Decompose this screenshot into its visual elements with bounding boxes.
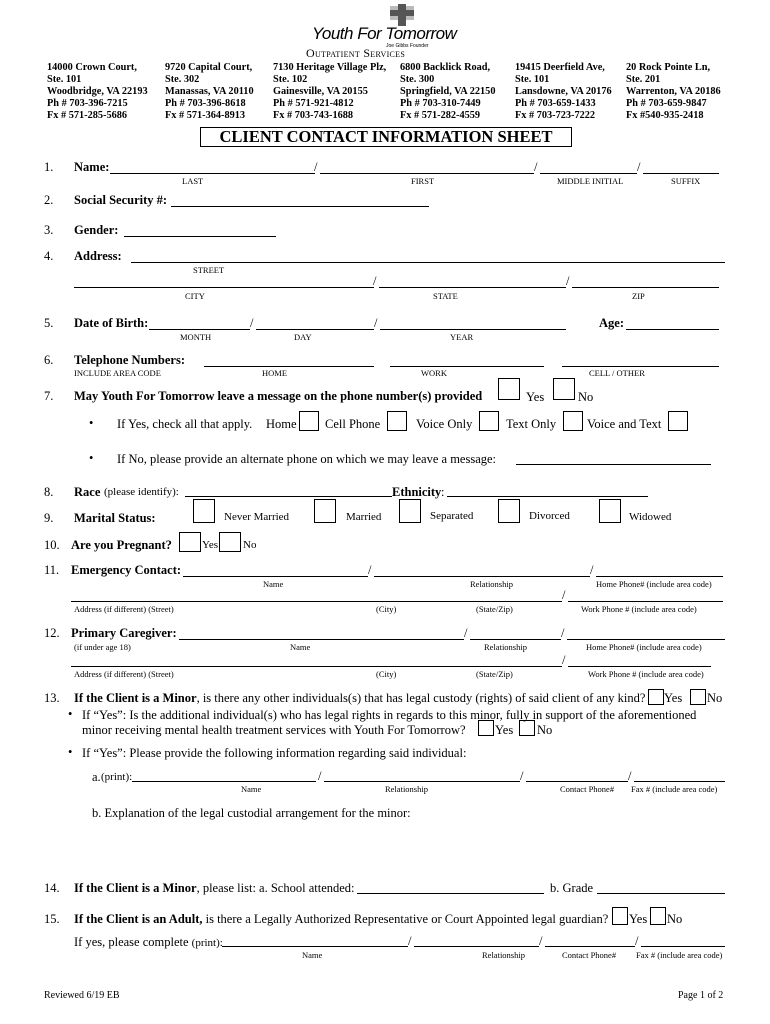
dob-label: Date of Birth:	[74, 316, 149, 330]
office-manassas	[165, 62, 254, 122]
bullet: •	[89, 416, 94, 430]
caregiver-work-phone-field[interactable]	[568, 666, 711, 667]
grade-field[interactable]	[597, 893, 725, 894]
school-field[interactable]	[357, 893, 544, 894]
age-field[interactable]	[626, 329, 719, 330]
bullet: •	[68, 745, 73, 759]
cell-phone-field[interactable]	[562, 366, 719, 367]
guardian-fax-field[interactable]	[641, 946, 725, 947]
contact-phone-caption: Contact Phone#	[562, 950, 617, 960]
caregiver-relationship-field[interactable]	[470, 639, 561, 640]
check-all-text: If Yes, check all that apply.	[117, 417, 253, 431]
home-phone-field[interactable]	[204, 366, 374, 367]
office-line: Ph # 703-310-7449	[400, 98, 481, 109]
office-line: Ph # 703-659-9847	[626, 98, 707, 109]
separated-label: Separated	[430, 510, 474, 522]
under-18-caption: (if under age 18)	[74, 642, 131, 652]
name-caption: Name	[241, 784, 262, 794]
q4-number: 4.	[44, 249, 54, 263]
minor-emphasis: If the Client is a Minor	[74, 691, 197, 705]
print-label: (print):	[101, 771, 133, 783]
work-phone-caption: Work Phone # (include area code)	[581, 604, 697, 614]
office-line: Ste. 302	[165, 74, 200, 85]
relationship-caption: Relationship	[470, 579, 513, 589]
office-line: Woodbridge, VA 22193	[47, 86, 148, 97]
emergency-address-field[interactable]	[71, 601, 562, 602]
q7-number: 7.	[44, 389, 54, 403]
message-no-checkbox[interactable]	[553, 378, 575, 400]
bullet: •	[89, 451, 94, 465]
fax-caption: Fax # (include area code)	[636, 950, 723, 960]
school-question	[74, 881, 355, 896]
pregnant-no-checkbox[interactable]	[219, 532, 241, 552]
emergency-work-phone-field[interactable]	[568, 601, 723, 602]
primary-caregiver-label: Primary Caregiver:	[71, 626, 177, 640]
relationship-caption: Relationship	[385, 784, 428, 794]
guardian-contact-phone-field[interactable]	[545, 946, 635, 947]
office-line: Ste. 201	[626, 74, 661, 85]
office-line: Ste. 102	[273, 74, 308, 85]
office-line: 20 Rock Pointe Ln,	[626, 62, 711, 73]
logo-subtext: Joe Gibbs Founder	[386, 43, 429, 49]
bullet: •	[68, 707, 73, 721]
month-caption: MONTH	[180, 332, 212, 342]
caregiver-name-field[interactable]	[179, 639, 464, 640]
work-phone-field[interactable]	[390, 366, 544, 367]
name-caption: Name	[302, 950, 323, 960]
office-line: Ph # 703-659-1433	[515, 98, 596, 109]
logo-text: Youth For Tomorrow	[312, 24, 457, 43]
ssn-field[interactable]	[171, 206, 429, 207]
grade-label: b. Grade	[550, 881, 594, 895]
widowed-checkbox[interactable]	[599, 499, 621, 523]
state-caption: STATE	[433, 291, 458, 301]
home-phone-caption: Home Phone# (include area code)	[596, 579, 712, 589]
race-label: Race	[74, 485, 101, 499]
office-line: Manassas, VA 20110	[165, 86, 254, 97]
office-line: 19415 Deerfield Ave,	[515, 62, 605, 73]
office-line: Fx # 703-743-1688	[273, 110, 354, 121]
opt-text-checkbox[interactable]	[563, 411, 583, 431]
caregiver-address-field[interactable]	[71, 666, 562, 667]
area-code-note: INCLUDE AREA CODE	[74, 368, 161, 378]
opt-text-label: Text Only	[506, 417, 557, 431]
race-hint: (please identify):	[104, 486, 179, 498]
support-question-line1: If “Yes”: Is the additional individual(s) who has legal rights in regards to this minor, fully in support of the aforementioned	[82, 708, 697, 722]
zip-caption: ZIP	[632, 291, 645, 301]
opt-home-checkbox[interactable]	[299, 411, 319, 431]
city-caption: (City)	[376, 604, 397, 614]
zip-field[interactable]	[572, 287, 719, 288]
office-line: Fx # 571-364-8913	[165, 110, 246, 121]
office-springfield	[400, 62, 495, 122]
q9-number: 9.	[44, 511, 54, 525]
contact-phone-caption: Contact Phone#	[560, 784, 615, 794]
telephone-label: Telephone Numbers:	[74, 353, 186, 367]
never-married-label: Never Married	[224, 511, 290, 523]
office-line: Ph # 571-921-4812	[273, 98, 354, 109]
guardian-name-field[interactable]	[222, 946, 408, 947]
adult-emphasis: If the Client is an Adult,	[74, 912, 203, 926]
office-line: 6800 Backlick Road,	[400, 62, 491, 73]
opt-cell-checkbox[interactable]	[387, 411, 407, 431]
married-checkbox[interactable]	[314, 499, 336, 523]
middle-initial-caption: MIDDLE INITIAL	[557, 176, 624, 186]
q3-number: 3.	[44, 223, 54, 237]
if-yes-complete	[74, 935, 223, 950]
relationship-caption: Relationship	[484, 642, 527, 652]
pregnant-yes-checkbox[interactable]	[179, 532, 201, 552]
office-line: Fx # 571-282-4559	[400, 110, 481, 121]
individual-relationship-field[interactable]	[324, 781, 520, 782]
guardian-no-checkbox[interactable]	[650, 907, 666, 925]
state-field[interactable]	[379, 287, 566, 288]
provide-info-text: If “Yes”: Please provide the following information regarding said individual:	[82, 746, 467, 760]
q5-number: 5.	[44, 316, 54, 330]
pregnant-no-label: No	[243, 539, 257, 551]
dob-month-field[interactable]	[149, 329, 250, 330]
office-line: Springfield, VA 22150	[400, 86, 496, 97]
custodial-explanation-area[interactable]	[92, 824, 722, 870]
minor-emphasis: If the Client is a Minor	[74, 881, 197, 895]
name-label: Name:	[74, 160, 110, 174]
ethnicity-label: Ethnicity	[392, 485, 442, 499]
opt-voice-text-checkbox[interactable]	[668, 411, 688, 431]
q13-number: 13.	[44, 691, 60, 705]
cell-caption: CELL / OTHER	[589, 368, 645, 378]
complete-text: If yes, please complete	[74, 935, 189, 949]
emergency-name-field[interactable]	[183, 576, 368, 577]
q14-number: 14.	[44, 881, 60, 895]
guardian-yes-checkbox[interactable]	[612, 907, 628, 925]
q12-number: 12.	[44, 626, 60, 640]
address-caption: Address (if different) (Street)	[74, 669, 174, 679]
guardian-text: is there a Legally Authorized Representative or Court Appointed legal guardian?	[202, 912, 609, 926]
print-label: (print):	[191, 937, 223, 949]
outpatient-services: Outpatient Services	[306, 46, 406, 60]
office-line: 14000 Crown Court,	[47, 62, 137, 73]
office-line: Fx # 571-285-5686	[47, 110, 128, 121]
office-woodbridge	[47, 62, 148, 122]
q11-number: 11.	[44, 563, 60, 577]
support-yes-checkbox[interactable]	[478, 720, 494, 736]
office-gainesville	[273, 62, 386, 122]
office-line: Lansdowne, VA 20176	[515, 86, 612, 97]
q2-number: 2.	[44, 193, 54, 207]
office-line: Fx # 703-723-7222	[515, 110, 596, 121]
city-caption: (City)	[376, 669, 397, 679]
item-a-label: a.	[92, 770, 101, 784]
school-text: , please list: a. School attended:	[196, 881, 355, 895]
address-caption: Address (if different) (Street)	[74, 604, 174, 614]
office-line: Gainesville, VA 20155	[273, 86, 368, 97]
street-caption: STREET	[193, 265, 225, 275]
custody-yes-label: Yes	[664, 691, 683, 705]
home-caption: HOME	[262, 368, 288, 378]
opt-voice-checkbox[interactable]	[479, 411, 499, 431]
year-caption: YEAR	[450, 332, 474, 342]
individual-contact-phone-field[interactable]	[526, 781, 628, 782]
office-line: Warrenton, VA 20186	[626, 86, 721, 97]
home-phone-caption: Home Phone# (include area code)	[586, 642, 702, 652]
office-warrenton	[626, 62, 721, 122]
support-no-label: No	[537, 723, 553, 737]
custody-yes-checkbox[interactable]	[648, 689, 664, 705]
office-line: Ste. 101	[515, 74, 550, 85]
street-field[interactable]	[131, 262, 725, 263]
divorced-checkbox[interactable]	[498, 499, 520, 523]
never-married-checkbox[interactable]	[193, 499, 215, 523]
form-title: CLIENT CONTACT INFORMATION SHEET	[200, 127, 572, 147]
support-no-checkbox[interactable]	[519, 720, 535, 736]
relationship-caption: Relationship	[482, 950, 525, 960]
office-line: Fx #540-935-2418	[626, 110, 704, 121]
fax-caption: Fax # (include area code)	[631, 784, 718, 794]
opt-cell-label: Cell Phone	[325, 417, 381, 431]
support-question-line2: minor receiving mental health treatment services with Youth For Tomorrow?	[82, 723, 466, 737]
opt-voice-text-label: Voice and Text	[587, 417, 662, 431]
day-caption: DAY	[294, 332, 312, 342]
city-field[interactable]	[74, 287, 374, 288]
support-yes-label: Yes	[495, 723, 514, 737]
caregiver-home-phone-field[interactable]	[567, 639, 725, 640]
race-field[interactable]	[185, 496, 392, 497]
dob-day-field[interactable]	[256, 329, 374, 330]
custodial-explanation-label: b. Explanation of the legal custodial arrangement for the minor:	[92, 806, 411, 820]
opt-voice-label: Voice Only	[416, 417, 473, 431]
married-label: Married	[346, 511, 382, 523]
divorced-label: Divorced	[529, 510, 570, 522]
dob-year-field[interactable]	[380, 329, 566, 330]
pregnant-yes-label: Yes	[202, 539, 219, 551]
first-name-field[interactable]	[320, 173, 534, 174]
individual-name-field[interactable]	[132, 781, 316, 782]
last-caption: LAST	[182, 176, 204, 186]
last-name-field[interactable]	[110, 173, 315, 174]
gender-field[interactable]	[124, 236, 276, 237]
office-line: 7130 Heritage Village Plz,	[273, 62, 387, 73]
name-caption: Name	[290, 642, 311, 652]
q10-number: 10.	[44, 538, 60, 552]
custody-no-checkbox[interactable]	[690, 689, 706, 705]
office-lansdowne	[515, 62, 612, 122]
message-no-label: No	[578, 390, 594, 404]
message-question: May Youth For Tomorrow leave a message on the phone number(s) provided	[74, 389, 483, 403]
gender-label: Gender:	[74, 223, 119, 237]
q15-number: 15.	[44, 912, 60, 926]
message-yes-label: Yes	[526, 390, 545, 404]
work-caption: WORK	[421, 368, 447, 378]
office-line: Ph # 703-396-8618	[165, 98, 246, 109]
legal-custody-question	[74, 691, 645, 706]
suffix-caption: SUFFIX	[671, 176, 701, 186]
age-label: Age:	[599, 316, 624, 330]
office-line: Ste. 101	[47, 74, 82, 85]
suffix-field[interactable]	[643, 173, 719, 174]
city-caption: CITY	[185, 291, 205, 301]
pregnant-label: Are you Pregnant?	[71, 538, 172, 552]
message-yes-checkbox[interactable]	[498, 378, 520, 400]
emergency-relationship-field[interactable]	[374, 576, 590, 577]
emergency-contact-label: Emergency Contact:	[71, 563, 182, 577]
emergency-home-phone-field[interactable]	[596, 576, 723, 577]
legal-custody-text: , is there any other individuals(s) that has legal custody (rights) of said client of any kind?	[196, 691, 646, 705]
reviewed-note: Reviewed 6/19 EB	[44, 990, 120, 1001]
alternate-phone-text: If No, please provide an alternate phone on which we may leave a message:	[117, 452, 497, 466]
state-zip-caption: (State/Zip)	[476, 669, 513, 679]
opt-home-label: Home	[266, 417, 297, 431]
custody-no-label: No	[707, 691, 723, 705]
q8-number: 8.	[44, 485, 54, 499]
separated-checkbox[interactable]	[399, 499, 421, 523]
work-phone-caption: Work Phone # (include area code)	[588, 669, 704, 679]
first-caption: FIRST	[411, 176, 435, 186]
widowed-label: Widowed	[629, 511, 672, 523]
q1-number: 1.	[44, 160, 54, 174]
marital-status-label: Marital Status:	[74, 511, 156, 525]
middle-initial-field[interactable]	[540, 173, 637, 174]
guardian-yes-label: Yes	[629, 912, 648, 926]
state-zip-caption: (State/Zip)	[476, 604, 513, 614]
page-number: Page 1 of 2	[678, 990, 724, 1001]
guardian-no-label: No	[667, 912, 683, 926]
address-label: Address:	[74, 249, 122, 263]
office-line: Ph # 703-396-7215	[47, 98, 128, 109]
ssn-label: Social Security #:	[74, 193, 168, 207]
alternate-phone-field[interactable]	[516, 464, 711, 465]
individual-fax-field[interactable]	[634, 781, 725, 782]
office-line: 9720 Capital Court,	[165, 62, 253, 73]
name-caption: Name	[263, 579, 284, 589]
ethnicity-colon: :	[441, 485, 445, 499]
guardian-relationship-field[interactable]	[414, 946, 539, 947]
office-line: Ste. 300	[400, 74, 435, 85]
ethnicity-field[interactable]	[447, 496, 648, 497]
logo	[312, 2, 457, 50]
guardian-question	[74, 912, 608, 927]
q6-number: 6.	[44, 353, 54, 367]
